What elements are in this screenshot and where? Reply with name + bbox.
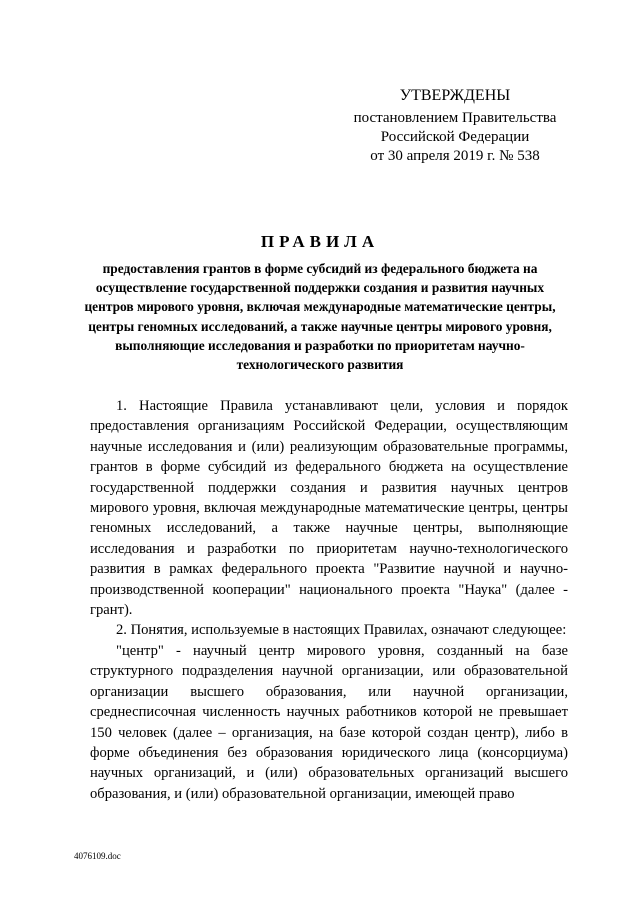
paragraph-3: "центр" - научный центр мирового уровня, созданный на базе структурного подразделения научной организации, или образовательной организации высшего образования, или научной организации, среднесписочная численность научных работников которой не превышает 150 человек (далее – организация, на базе которой создан центр), либо в форме объединения без образования юридического лица (консорциума) научных организаций, и (или) образовательных организаций высшего образования, и (или) образовательной организации, имеющей право bbox=[90, 642, 568, 802]
approval-block bbox=[350, 86, 560, 166]
paragraph-2: 2. Понятия, используемые в настоящих Правилах, означают следующее: bbox=[116, 622, 567, 639]
document-body bbox=[90, 396, 568, 804]
approval-line-2: Российской Федерации bbox=[380, 129, 530, 145]
approval-line-1: постановлением Правительства bbox=[353, 110, 557, 126]
approval-heading: УТВЕРЖДЕНЫ bbox=[399, 87, 511, 104]
approval-line-3: от 30 апреля 2019 г. № 538 bbox=[370, 148, 540, 164]
document-subtitle: предоставления грантов в форме субсидий из федерального бюджета на осуществление государственной поддержки создания и развития научных центров мирового уровня, включая международные математические центры, центры геномных исследований, а также научные центры мирового уровня, выполняющие исследования и разработки по приоритетам научно-технологического развития bbox=[84, 261, 556, 373]
paragraph-1: 1. Настоящие Правила устанавливают цели, условия и порядок предоставления организациям Российской Федерации, осуществляющим научные исследования и (или) реализующим образовательные программы, грантов в форме субсидий из федерального бюджета на осуществление государственной поддержки создания и развития научных центров мирового уровня, включая международные математические центры, центры геномных исследований, а также научные центры, выполняющие исследования и разработки по приоритетам научно-технологического развития в рамках федерального проекта "Развитие научной и научно-производственной кооперации" национального проекта "Наука" (далее - грант). bbox=[90, 398, 568, 619]
document-title: ПРАВИЛА bbox=[260, 232, 380, 251]
file-name-footer: 4076109.doc bbox=[74, 851, 121, 861]
